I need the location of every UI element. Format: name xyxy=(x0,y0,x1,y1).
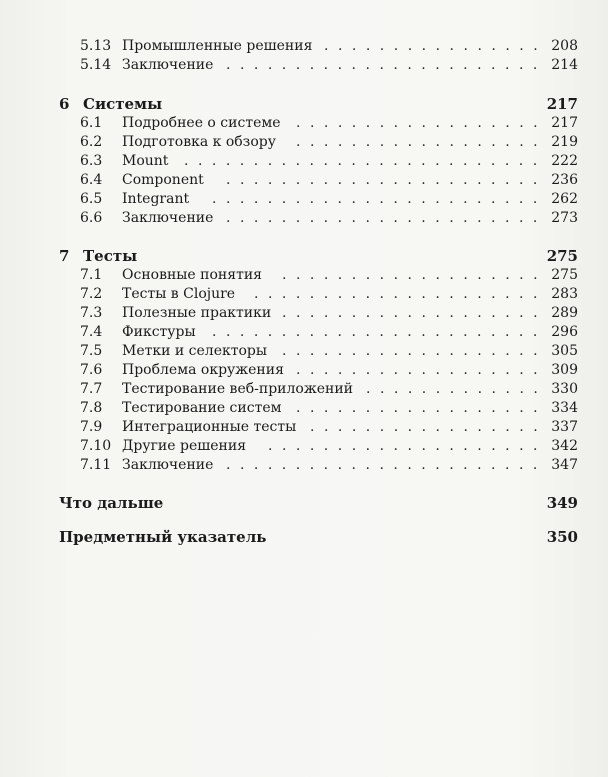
entry-title: Системы xyxy=(83,95,163,113)
entry-page-number: 342 xyxy=(551,438,578,454)
toc-section-entry xyxy=(0,56,608,74)
toc-section-entry xyxy=(0,190,608,208)
toc-section-entry xyxy=(0,361,608,379)
dot-leader: .................. xyxy=(296,134,548,150)
entry-number: 5.13 xyxy=(80,38,112,54)
toc-section-entry xyxy=(0,304,608,322)
entry-page-number: 208 xyxy=(551,38,578,54)
dot-leader: ....................... xyxy=(226,210,547,226)
dot-leader: ..................... xyxy=(254,286,547,302)
entry-number: 7 xyxy=(59,247,70,265)
dot-leader: ................... xyxy=(282,267,548,283)
entry-title: Тестирование веб-приложений xyxy=(122,381,353,397)
entry-page-number: 305 xyxy=(551,343,578,359)
entry-page-number: 330 xyxy=(551,381,578,397)
entry-page-number: 275 xyxy=(551,267,578,283)
entry-number: 7.2 xyxy=(80,286,103,302)
entry-page-number: 347 xyxy=(551,457,578,473)
dot-leader: .......................... xyxy=(184,153,547,169)
dot-leader: ................... xyxy=(282,343,548,359)
toc-backmatter-entry xyxy=(0,528,608,546)
entry-number: 6.1 xyxy=(80,115,103,131)
entry-title: Основные понятия xyxy=(122,267,262,283)
dot-leader: ................... xyxy=(282,305,548,321)
entry-number: 6.4 xyxy=(80,172,103,188)
entry-page-number: 349 xyxy=(546,494,578,512)
dot-leader: ................. xyxy=(310,419,548,435)
entry-title: Предметный указатель xyxy=(59,528,267,546)
dot-leader: .................. xyxy=(296,115,548,131)
entry-title: Integrant xyxy=(122,191,190,207)
dot-leader: ....................... xyxy=(226,457,547,473)
toc-section-entry xyxy=(0,380,608,398)
dot-leader: ....................... xyxy=(226,57,547,73)
entry-number: 7.7 xyxy=(80,381,103,397)
entry-number: 7.11 xyxy=(80,457,112,473)
dot-leader: ............. xyxy=(366,381,548,397)
entry-page-number: 283 xyxy=(551,286,578,302)
entry-page-number: 262 xyxy=(551,191,578,207)
entry-number: 6 xyxy=(59,95,70,113)
entry-page-number: 217 xyxy=(546,95,578,113)
entry-page-number: 214 xyxy=(551,57,578,73)
entry-title: Другие решения xyxy=(122,438,247,454)
entry-title: Тесты xyxy=(83,247,138,265)
toc-section-entry xyxy=(0,171,608,189)
entry-number: 7.5 xyxy=(80,343,103,359)
entry-page-number: 222 xyxy=(551,153,578,169)
entry-number: 7.6 xyxy=(80,362,103,378)
toc-section-entry xyxy=(0,209,608,227)
entry-title: Фикстуры xyxy=(122,324,196,340)
toc-section-entry xyxy=(0,323,608,341)
toc-section-entry xyxy=(0,437,608,455)
entry-page-number: 309 xyxy=(551,362,578,378)
entry-page-number: 350 xyxy=(546,528,578,546)
entry-number: 7.8 xyxy=(80,400,103,416)
entry-title: Component xyxy=(122,172,204,188)
entry-title: Что дальше xyxy=(59,494,164,512)
entry-title: Промышленные решения xyxy=(122,38,313,54)
dot-leader: ........................ xyxy=(212,191,547,207)
entry-number: 6.6 xyxy=(80,210,103,226)
entry-page-number: 219 xyxy=(551,134,578,150)
entry-title: Заключение xyxy=(122,57,214,73)
entry-page-number: 275 xyxy=(546,247,578,265)
entry-page-number: 217 xyxy=(551,115,578,131)
entry-page-number: 236 xyxy=(551,172,578,188)
toc-section-entry xyxy=(0,114,608,132)
entry-title: Тесты в Clojure xyxy=(122,286,236,302)
dot-leader: ................ xyxy=(324,38,548,54)
toc-section-entry xyxy=(0,152,608,170)
entry-title: Интеграционные тесты xyxy=(122,419,297,435)
entry-number: 7.10 xyxy=(80,438,112,454)
dot-leader: .................. xyxy=(296,362,548,378)
dot-leader: .................... xyxy=(268,438,548,454)
entry-page-number: 337 xyxy=(551,419,578,435)
entry-title: Проблема окружения xyxy=(122,362,284,378)
entry-number: 7.1 xyxy=(80,267,103,283)
entry-title: Заключение xyxy=(122,210,214,226)
entry-number: 6.3 xyxy=(80,153,103,169)
toc-section-entry xyxy=(0,285,608,303)
entry-number: 6.2 xyxy=(80,134,103,150)
entry-title: Полезные практики xyxy=(122,305,272,321)
dot-leader: ........................ xyxy=(212,324,547,340)
dot-leader: ....................... xyxy=(226,172,547,188)
entry-title: Подготовка к обзору xyxy=(122,134,276,150)
entry-title: Подробнее о системе xyxy=(122,115,281,131)
toc-section-entry xyxy=(0,456,608,474)
entry-title: Заключение xyxy=(122,457,214,473)
entry-number: 7.4 xyxy=(80,324,103,340)
entry-number: 7.9 xyxy=(80,419,103,435)
toc-section-entry xyxy=(0,266,608,284)
dot-leader: .................. xyxy=(296,400,548,416)
entry-page-number: 289 xyxy=(551,305,578,321)
entry-number: 5.14 xyxy=(80,57,112,73)
toc-backmatter-entry xyxy=(0,494,608,512)
toc-section-entry xyxy=(0,342,608,360)
entry-page-number: 334 xyxy=(551,400,578,416)
toc-chapter-entry xyxy=(0,95,608,113)
toc-section-entry xyxy=(0,418,608,436)
toc-chapter-entry xyxy=(0,247,608,265)
entry-number: 7.3 xyxy=(80,305,103,321)
entry-title: Mount xyxy=(122,153,169,169)
entry-page-number: 296 xyxy=(551,324,578,340)
entry-title: Метки и селекторы xyxy=(122,343,268,359)
entry-number: 6.5 xyxy=(80,191,103,207)
entry-page-number: 273 xyxy=(551,210,578,226)
toc-section-entry xyxy=(0,399,608,417)
entry-title: Тестирование систем xyxy=(122,400,282,416)
toc-section-entry xyxy=(0,133,608,151)
toc-section-entry xyxy=(0,37,608,55)
